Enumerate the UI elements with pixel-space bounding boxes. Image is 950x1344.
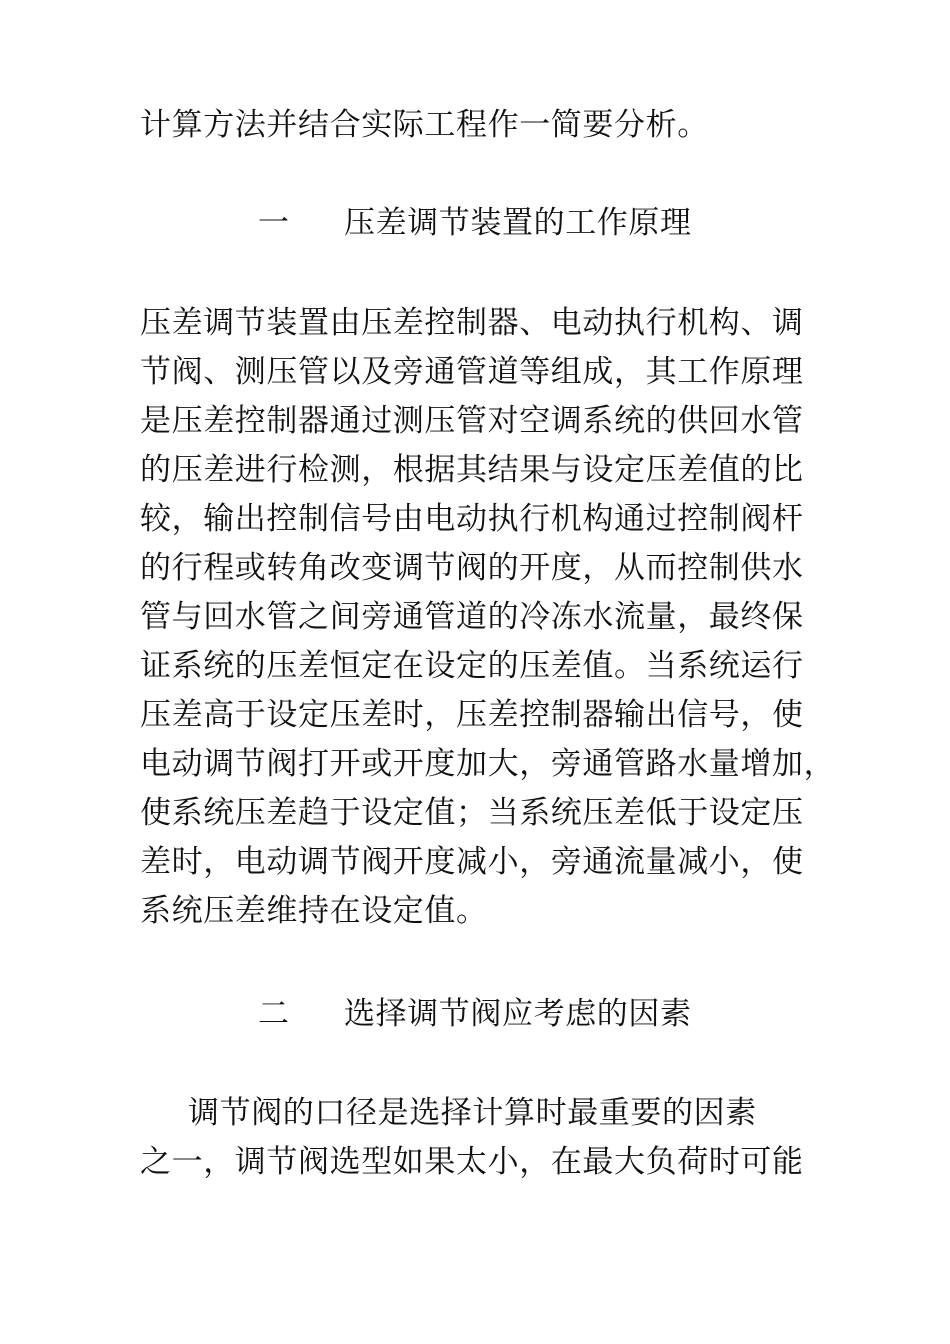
body-line: 电动调节阀打开或开度加大，旁通管路水量增加， (140, 746, 836, 782)
body-line: 系统压差维持在设定值。 (140, 893, 488, 929)
section-number-1: 一 (258, 205, 290, 241)
body-line: 节阀、测压管以及旁通管道等组成，其工作原理 (140, 354, 804, 390)
intro-line: 计算方法并结合实际工程作一简要分析。 (140, 107, 709, 143)
body-line: 的行程或转角改变调节阀的开度，从而控制供水 (140, 550, 804, 586)
body-line: 证系统的压差恒定在设定的压差值。当系统运行 (140, 648, 804, 684)
body-line: 较，输出控制信号由电动执行机构通过控制阀杆 (140, 501, 804, 537)
body-line: 是压差控制器通过测压管对空调系统的供回水管 (140, 403, 804, 439)
body-line: 之一，调节阀选型如果太小，在最大负荷时可能 (140, 1144, 804, 1180)
body-line: 管与回水管之间旁通管道的冷冻水流量，最终保 (140, 599, 804, 635)
section-title-2: 选择调节阀应考虑的因素 (344, 996, 692, 1032)
body-line: 压差高于设定压差时，压差控制器输出信号，使 (140, 697, 804, 733)
body-line: 调节阀的口径是选择计算时最重要的因素 (188, 1095, 757, 1131)
body-line: 的压差进行检测，根据其结果与设定压差值的比 (140, 452, 804, 488)
section-title-1: 压差调节装置的工作原理 (344, 205, 692, 241)
body-line: 差时，电动调节阀开度减小，旁通流量减小，使 (140, 844, 804, 880)
body-line: 压差调节装置由压差控制器、电动执行机构、调 (140, 305, 804, 341)
body-line: 使系统压差趋于设定值；当系统压差低于设定压 (140, 795, 804, 831)
section-number-2: 二 (258, 996, 290, 1032)
